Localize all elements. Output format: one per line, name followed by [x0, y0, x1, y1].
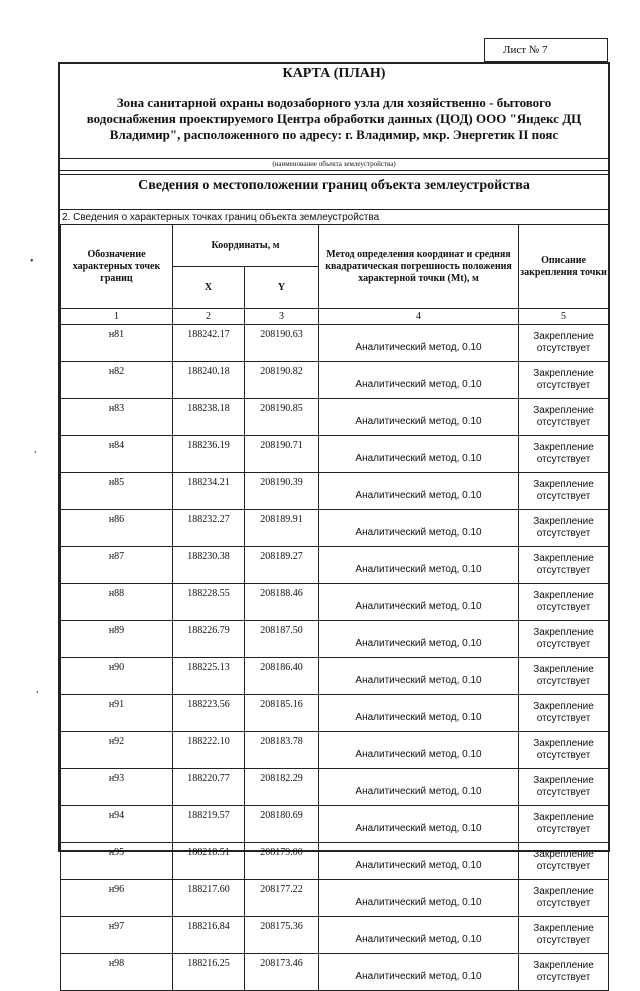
coordinate-y: 208189.91	[245, 510, 319, 547]
table-row	[61, 954, 609, 991]
method-cell: Аналитический метод, 0.10	[319, 399, 519, 436]
coordinate-y: 208190.82	[245, 362, 319, 399]
fixing-description: Закрепление отсутствует	[519, 436, 609, 473]
point-id: н87	[61, 547, 173, 584]
point-id: н82	[61, 362, 173, 399]
table-row	[61, 362, 609, 399]
fixing-description: Закрепление отсутствует	[519, 843, 609, 880]
coordinate-x: 188238.18	[173, 399, 245, 436]
fixing-description: Закрепление отсутствует	[519, 954, 609, 991]
fixing-description: Закрепление отсутствует	[519, 695, 609, 732]
table-row	[61, 806, 609, 843]
fixing-description: Закрепление отсутствует	[519, 547, 609, 584]
coordinate-x: 188225.13	[173, 658, 245, 695]
table-row	[61, 917, 609, 954]
method-cell: Аналитический метод, 0.10	[319, 510, 519, 547]
coordinate-y: 208175.36	[245, 917, 319, 954]
divider	[60, 174, 608, 175]
method-cell: Аналитический метод, 0.10	[319, 843, 519, 880]
object-caption: (наименование объекта землеустройства)	[272, 160, 396, 168]
table-row	[61, 843, 609, 880]
coordinate-y: 208189.27	[245, 547, 319, 584]
header-description: Описание закрепления точки	[519, 225, 609, 309]
fixing-description: Закрепление отсутствует	[519, 880, 609, 917]
coordinate-x: 188226.79	[173, 621, 245, 658]
subsection-title: 2. Сведения о характерных точках границ объекта землеустройства	[62, 212, 380, 223]
coordinate-x: 188217.60	[173, 880, 245, 917]
point-id: н96	[61, 880, 173, 917]
method-cell: Аналитический метод, 0.10	[319, 362, 519, 399]
object-name: Зона санитарной охраны водозаборного узла для хозяйственно - бытового водоснабжения проектируемого Центра обработки данных (ЦОД) ООО "Яндекс ДЦ Владимир", расположенного по адресу: г. Владимир, мкр. Энергетик II пояс	[86, 95, 582, 142]
method-cell: Аналитический метод, 0.10	[319, 658, 519, 695]
fixing-description: Закрепление отсутствует	[519, 732, 609, 769]
coordinate-x: 188222.10	[173, 732, 245, 769]
column-number: 1	[61, 309, 173, 325]
method-cell: Аналитический метод, 0.10	[319, 732, 519, 769]
coordinate-x: 188216.84	[173, 917, 245, 954]
coordinate-x: 188234.21	[173, 473, 245, 510]
coordinate-x: 188236.19	[173, 436, 245, 473]
fixing-description: Закрепление отсутствует	[519, 399, 609, 436]
table-row	[61, 399, 609, 436]
coordinate-y: 208183.78	[245, 732, 319, 769]
points-table	[60, 224, 609, 991]
table-row	[61, 510, 609, 547]
point-id: н90	[61, 658, 173, 695]
point-id: н92	[61, 732, 173, 769]
column-number: 5	[519, 309, 609, 325]
column-number: 4	[319, 309, 519, 325]
coordinate-y: 208187.50	[245, 621, 319, 658]
coordinate-x: 188220.77	[173, 769, 245, 806]
fixing-description: Закрепление отсутствует	[519, 510, 609, 547]
coordinate-x: 188228.55	[173, 584, 245, 621]
header-method: Метод определения координат и средняя квадратическая погрешность положения характерной точки (Mt), м	[319, 225, 519, 309]
point-id: н91	[61, 695, 173, 732]
method-cell: Аналитический метод, 0.10	[319, 584, 519, 621]
point-id: н81	[61, 325, 173, 362]
coordinate-x: 188218.51	[173, 843, 245, 880]
fixing-description: Закрепление отсутствует	[519, 621, 609, 658]
table-row	[61, 880, 609, 917]
fixing-description: Закрепление отсутствует	[519, 917, 609, 954]
coordinate-x: 188219.57	[173, 806, 245, 843]
table-row	[61, 584, 609, 621]
divider	[60, 209, 608, 210]
method-cell: Аналитический метод, 0.10	[319, 436, 519, 473]
method-cell: Аналитический метод, 0.10	[319, 547, 519, 584]
points-table-body	[61, 325, 609, 991]
point-id: н95	[61, 843, 173, 880]
coordinate-y: 208185.16	[245, 695, 319, 732]
table-row	[61, 732, 609, 769]
point-id: н84	[61, 436, 173, 473]
method-cell: Аналитический метод, 0.10	[319, 695, 519, 732]
method-cell: Аналитический метод, 0.10	[319, 769, 519, 806]
fixing-description: Закрепление отсутствует	[519, 473, 609, 510]
coordinate-y: 208190.39	[245, 473, 319, 510]
fixing-description: Закрепление отсутствует	[519, 325, 609, 362]
coordinate-y: 208173.46	[245, 954, 319, 991]
column-number: 2	[173, 309, 245, 325]
coordinate-y: 208186.40	[245, 658, 319, 695]
point-id: н88	[61, 584, 173, 621]
coordinate-y: 208188.46	[245, 584, 319, 621]
margin-mark: ,	[36, 684, 39, 695]
divider	[60, 158, 608, 159]
coordinate-y: 208177.22	[245, 880, 319, 917]
sheet-number: Лист № 7	[484, 38, 608, 62]
header-coordinates: Координаты, м	[173, 225, 319, 267]
coordinate-x: 188240.18	[173, 362, 245, 399]
coordinate-y: 208190.71	[245, 436, 319, 473]
coordinate-x: 188232.27	[173, 510, 245, 547]
point-id: н89	[61, 621, 173, 658]
fixing-description: Закрепление отсутствует	[519, 806, 609, 843]
point-id: н94	[61, 806, 173, 843]
table-row	[61, 473, 609, 510]
point-id: н85	[61, 473, 173, 510]
table-row	[61, 621, 609, 658]
method-cell: Аналитический метод, 0.10	[319, 473, 519, 510]
column-number: 3	[245, 309, 319, 325]
method-cell: Аналитический метод, 0.10	[319, 806, 519, 843]
fixing-description: Закрепление отсутствует	[519, 769, 609, 806]
point-id: н86	[61, 510, 173, 547]
fixing-description: Закрепление отсутствует	[519, 362, 609, 399]
table-row	[61, 325, 609, 362]
header-x: X	[173, 267, 245, 309]
divider	[60, 170, 608, 171]
method-cell: Аналитический метод, 0.10	[319, 621, 519, 658]
method-cell: Аналитический метод, 0.10	[319, 917, 519, 954]
coordinate-y: 208190.85	[245, 399, 319, 436]
table-row	[61, 436, 609, 473]
coordinate-y: 208182.29	[245, 769, 319, 806]
method-cell: Аналитический метод, 0.10	[319, 954, 519, 991]
fixing-description: Закрепление отсутствует	[519, 658, 609, 695]
coordinate-y: 208179.00	[245, 843, 319, 880]
coordinate-x: 188230.38	[173, 547, 245, 584]
header-designation: Обозначение характерных точек границ	[61, 225, 173, 309]
table-row	[61, 769, 609, 806]
coordinate-x: 188216.25	[173, 954, 245, 991]
method-cell: Аналитический метод, 0.10	[319, 325, 519, 362]
header-y: Y	[245, 267, 319, 309]
map-title: КАРТА (ПЛАН)	[282, 66, 386, 81]
table-row	[61, 547, 609, 584]
table-row	[61, 695, 609, 732]
section-title: Сведения о местоположении границ объекта землеустройства	[138, 178, 530, 193]
point-id: н97	[61, 917, 173, 954]
point-id: н93	[61, 769, 173, 806]
point-id: н83	[61, 399, 173, 436]
point-id: н98	[61, 954, 173, 991]
table-row	[61, 658, 609, 695]
coordinate-y: 208190.63	[245, 325, 319, 362]
coordinate-y: 208180.69	[245, 806, 319, 843]
coordinate-x: 188223.56	[173, 695, 245, 732]
fixing-description: Закрепление отсутствует	[519, 584, 609, 621]
method-cell: Аналитический метод, 0.10	[319, 880, 519, 917]
margin-mark: ,	[34, 444, 37, 455]
margin-mark: •	[30, 256, 34, 267]
coordinate-x: 188242.17	[173, 325, 245, 362]
